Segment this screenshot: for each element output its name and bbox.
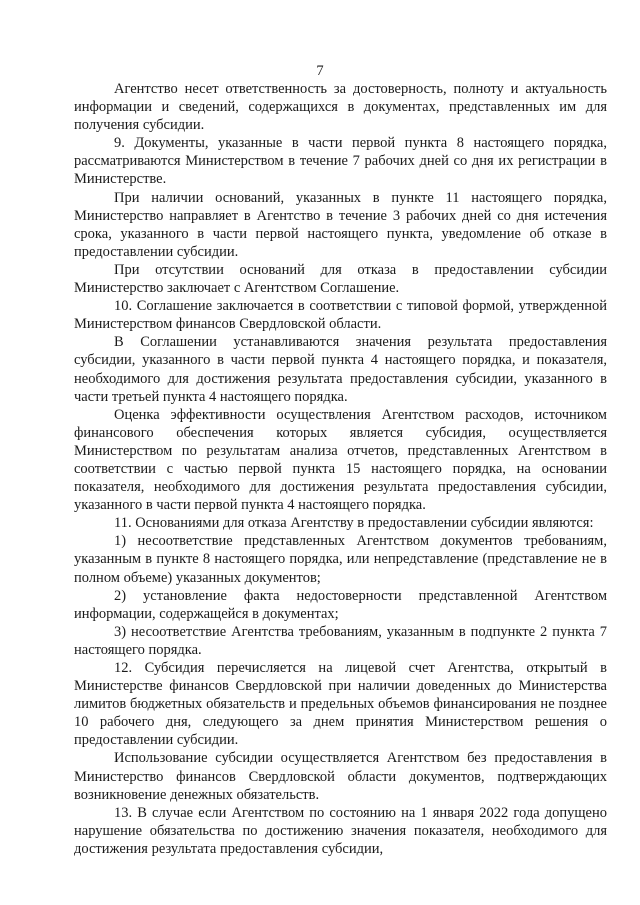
paragraph-subitem-1: 1) несоответствие представленных Агентством документов требованиям, указанным в пункте 8 настоящего порядка, или непредставление (представление не в полном объеме) указанных документов;: [74, 533, 607, 586]
paragraph-subitem-2: 2) установление факта недостоверности представленной Агентством информации, содержащейся в документах;: [74, 587, 607, 622]
page-number: 7: [316, 63, 324, 79]
paragraph-item-12: 12. Субсидия перечисляется на лицевой счет Агентства, открытый в Министерстве финансов Свердловской при наличии доведенных до Министерства лимитов бюджетных обязательств и предельных объемов финансирования не позднее 10 рабочего дня, следующего за днем принятия Министерством решения о предоставлении субсидии.: [74, 660, 607, 749]
paragraph-item-9: 9. Документы, указанные в части первой пункта 8 настоящего порядка, рассматриваются Министерством в течение 7 рабочих дней со дня их регистрации в Министерстве.: [74, 135, 607, 188]
document-body: [74, 80, 607, 858]
paragraph-item-11: 11. Основаниями для отказа Агентству в предоставлении субсидии являются:: [114, 515, 594, 532]
paragraph-efficiency-evaluation: Оценка эффективности осуществления Агентством расходов, источником финансового обеспечения которых является субсидия, осуществляется Министерством по результатам анализа отчетов, представленных Агентством в соответствии с частью первой пункта 15 настоящего порядка, на основании показателя, необходимого для достижения результата предоставления субсидии, указанного в части первой пункта 4 настоящего порядка.: [74, 406, 607, 514]
paragraph-agreement-values: В Соглашении устанавливаются значения результата предоставления субсидии, указанного в части первой пункта 4 настоящего порядка, и показателя, необходимого для достижения результата предоставления субсидии, указанного в части третьей пункта 4 настоящего порядка.: [74, 334, 607, 405]
paragraph-responsibility: Агентство несет ответственность за достоверность, полноту и актуальность информации и сведений, содержащихся в документах, представленных им для получения субсидии.: [74, 81, 607, 134]
paragraph-subsidy-usage: Использование субсидии осуществляется Агентством без предоставления в Министерство финансов Свердловской области документов, подтверждающих возникновение денежных обязательств.: [74, 750, 607, 803]
paragraph-agreement-conclusion: При отсутствии оснований для отказа в предоставлении субсидии Министерство заключает с Агентством Соглашение.: [74, 261, 607, 297]
paragraph-subitem-3: 3) несоответствие Агентства требованиям, указанным в подпункте 2 пункта 7 настоящего порядка.: [74, 623, 607, 658]
paragraph-item-13: 13. В случае если Агентством по состоянию на 1 января 2022 года допущено нарушение обязательства по достижению значения показателя, необходимого для достижения результата предоставления субсидии,: [74, 804, 607, 857]
paragraph-refusal-notice: При наличии оснований, указанных в пункте 11 настоящего порядка, Министерство направляет в Агентство в течение 3 рабочих дней со дня истечения срока, указанного в части первой настоящего пункта, уведомление об отказе в предоставлении субсидии.: [74, 189, 607, 260]
paragraph-item-10: 10. Соглашение заключается в соответствии с типовой формой, утвержденной Министерством финансов Свердловской области.: [74, 298, 607, 333]
